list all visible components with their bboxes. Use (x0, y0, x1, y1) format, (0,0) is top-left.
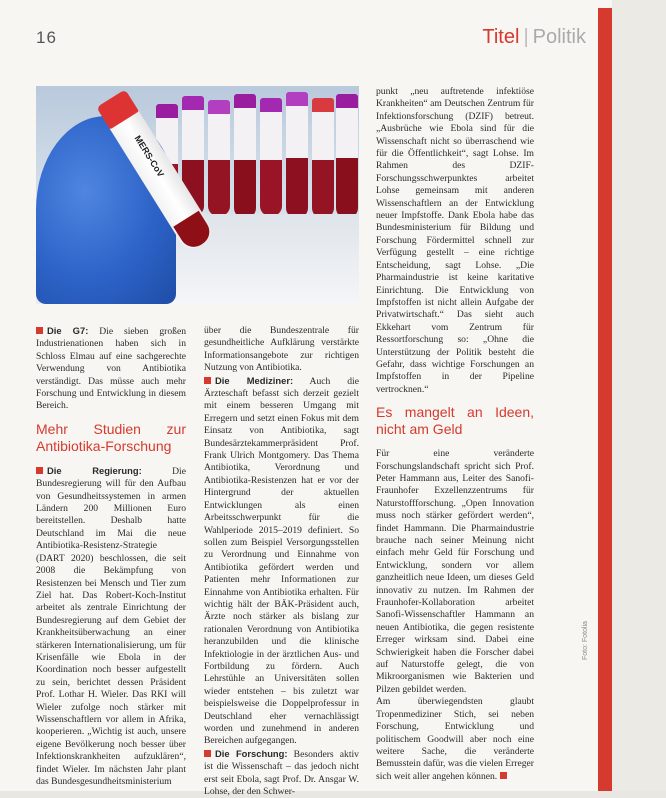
section-separator: | (523, 26, 529, 48)
paragraph-lead: Die Mediziner: (215, 374, 294, 386)
bullet-square (36, 327, 43, 334)
paragraph (36, 465, 186, 789)
paragraph: über die Bundeszentrale für gesundheitliche Aufklärung verstärkte Informationsangebote zur richtigen Nutzung von Antibiotika. (204, 325, 359, 374)
page-edge (612, 0, 666, 791)
page-number: 16 (36, 28, 57, 47)
bullet-square (204, 377, 211, 384)
paragraph (376, 696, 534, 783)
paragraph: Für eine veränderte Forschungslandschaft spricht sich Prof. Peter Hammann aus, Leiter des Sanofi-Fraunhofer Exzellenzzentrums für Naturstoffforschung. „Open Innovation muss noch stärker gefördert werden“, findet Hammann. Die Pharmaindustrie brauche nach seiner Meinung nicht einfach mehr Geld für Forschung und Entwicklung, sondern vor allem ganzheitlich neue Ideen, um dieses Geld innovativ zu nutzen. Im Rahmen der Fraunhofer-Kollaboration arbeitet Sanofi-Wissenschaftler Hammann an neuen Antibiotika, die gegen resistente Erreger wirksam sind. Dabei eine Schwierigkeit haben die Forscher dabei auf Naturstoffe gelegt, die von Mikroorganismen wie Bakterien und Pilzen gebildet werden. (376, 448, 534, 695)
article-column-1 (36, 325, 186, 788)
bullet-square (36, 467, 43, 474)
subheading: Mehr Studien zur Antibiotika-Forschung (36, 420, 186, 454)
paragraph: punkt „neu auftretende infektiöse Krankheiten“ am Deutschen Zentrum für Infektionsforschung (DZIF) betreut. „Ausbrüche wie Ebola sind für die Wissenschaft nicht so überraschend wie für die Öffentlichkeit“, sagt Lohse. Im Rahmen des DZIF-Forschungsschwerpunktes arbeitet Lohse gemeinsam mit anderen Wissenschaftlern an der Entwicklung neuer Impfstoffe. Dank Ebola habe das Bundesministerium für Bildung und Forschung Fördermittel schnell zur Verfügung gestellt – eine richtige Entscheidung, sagt Lohse. „Die Pharmaindustrie ist keine karitative Einrichtung. Die Entwicklung von Impfstoffen ist nicht allein Aufgabe der Privatwirtschaft.“ Das sieht auch Ekkehart vom Zentrum für Ressortforschung so: „Ohne die Unterstützung der Politik besteht die Gefahr, dass wichtige Forschungen an Impfstoffen in der Pipeline vertrocknen.“ (376, 86, 534, 395)
article-column-2 (204, 325, 359, 798)
rack-tube (208, 100, 230, 216)
rack-tube (260, 98, 282, 216)
section-title: Titel (482, 26, 520, 48)
article-column-3 (376, 86, 534, 783)
subheading: Es mangelt an Ideen, nicht am Geld (376, 404, 534, 438)
paragraph-text: Die sieben großen Industrienationen haben sich in Schloss Elmau auf eine sachgerechte Verwendung von Antibiotika verständigt. Das müsse auch mehr Forschung und Entwicklung in diesem Bereich. (36, 326, 187, 412)
section-header (482, 26, 586, 49)
photo-credit: Foto: Fotolia (582, 621, 589, 660)
rack-tube (312, 98, 334, 218)
paragraph (204, 748, 359, 798)
section-subtitle: Politik (532, 26, 586, 48)
paragraph (204, 375, 359, 748)
paragraph-text: Am überwiegendsten glaubt Tropenmediziner Stich, sei neben Forschung, Entwicklung und politischem Goodwill aber noch eine weitere Sache, die veränderte Bemusstein dafür, was die vielen Erreger sich weit aller angehen können. (376, 696, 534, 782)
paragraph-lead: Die Regierung: (47, 464, 142, 476)
paragraph-text: Die Bundesregierung will für den Aufbau von Gesundheitssystemen in armen Ländern 200 Millionen Euro bereitstellen. Deshalb hatte Deutschland im Mai die neue Antibiotika-Resistenz-Strategie (DART 2020) beschlossen, die seit 2008 die Bekämpfung von Resistenzen bei Mensch und Tier zum Ziel hat. Das Robert-Koch-Institut arbeitet als zentrale Einrichtung der Bundesregierung auf dem Gebiet der Krankheitsüberwachung an einer stärkeren Internationalisierung, um für Krisenfälle wie Ebola in der Koordination noch besser aufgestellt zu sein, berichtet dessen Präsident Prof. Lothar H. Wieler. Das RKI will Wieler zufolge noch stärker mit Wissenschaftlern vor allem in Afrika, kooperieren. „Wichtig ist auch, unsere eigene Bevölkerung noch besser über Infektionskrankheiten aufzuklären“, findet Wieler. Im nächsten Jahr plant das Bundesgesundheitsministerium (36, 465, 186, 787)
paragraph (36, 325, 186, 413)
paragraph-text: Auch die Ärzteschaft befasst sich derzeit gezielt mit einem besseren Umgang mit Erregern und setzt einen Fokus mit dem Einsatz von Antibiotika, sagt Bundesärztekammerpräsident Prof. Frank Ulrich Montgomery. Das Thema Antibiotika, Verordnung und Antibiotika-Resistenzen hat er vor der Hintergrund der aktuellen Entwicklungen als einen Arbeitsschwerpunkt für die Wahlperiode 2015–2019 definiert. So sollen zum Beispiel Versorgungsstellen zu Verordnung und Einnahme von Antibiotika gefördert werden und Patienten mehr Informationen zur Einnahme von Antibiotika erhalten. Für wichtig hält der BÄK-Präsident auch, Ärzte noch stärker als bislang zur rationalen Verordnung von Antibiotika heranzubilden und die klinische Infektiologie in der ärztlichen Aus- und Fortbildung zu fördern. Auch Lehrstühle an Universitäten sollen wieder entstehen – bis zuletzt war beispielsweise die Doppelprofessur in Deutschland eher vernachlässigt worden und zunehmend in anderen Bereichen aufgegangen. (204, 375, 359, 747)
paragraph-lead: Die Forschung: (215, 747, 288, 759)
rack-tube (234, 94, 256, 218)
end-mark-square (500, 772, 507, 779)
paragraph-text: Besonders aktiv ist die Wissenschaft – das jedoch nicht erst seit Ebola, sagt Prof. Dr. Ansgar W. Lohse, der den Schwer- (204, 748, 359, 798)
section-color-bar (598, 8, 612, 791)
rack-tube (336, 94, 358, 218)
tube-label: MERS-CoV (132, 133, 166, 179)
paragraph-lead: Die G7: (47, 325, 89, 336)
rack-tube (286, 92, 308, 218)
blood-sample-photo (36, 86, 359, 304)
bullet-square (204, 750, 211, 757)
